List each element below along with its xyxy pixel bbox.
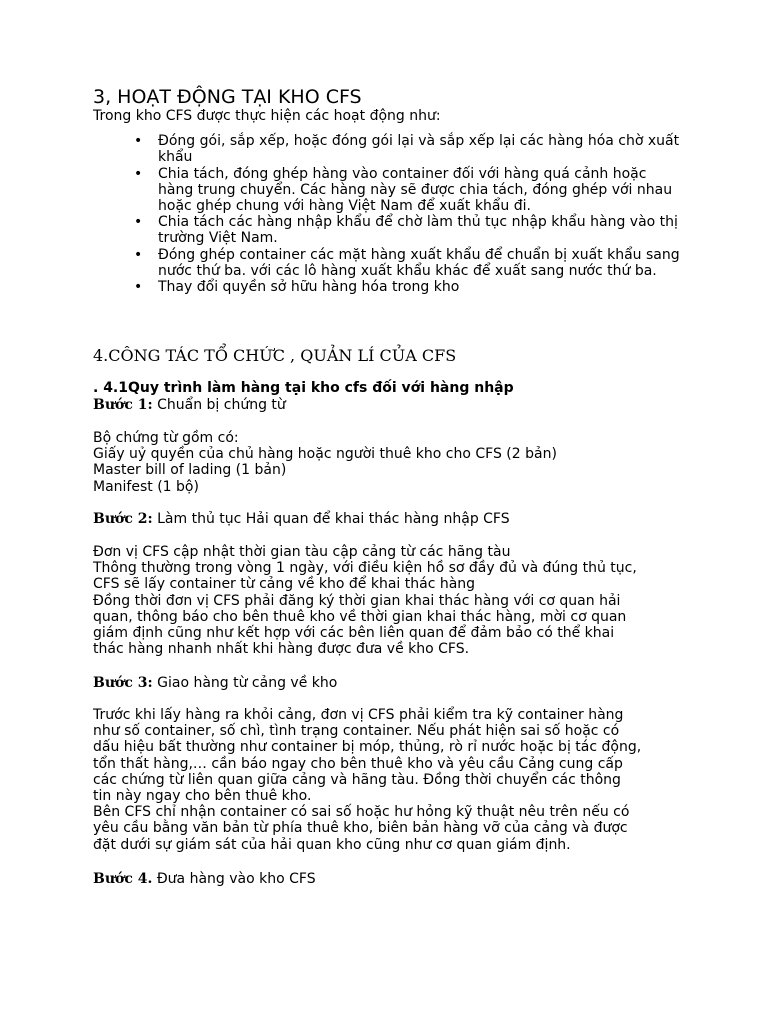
step-title: Chuẩn bị chứng từ — [152, 397, 286, 413]
list-item: • Đóng ghép container các mặt hàng xuất khẩu để chuẩn bị xuất khẩu sang nước thứ ba. với các lô hàng xuất khẩu khác để xuất sang nước thứ ba. — [134, 246, 680, 279]
text-line: Đồng thời đơn vị CFS phải đăng ký thời gian khai thác hàng với cơ quan hải — [93, 592, 621, 609]
text-line: dấu hiệu bất thường như container bị móp, thủng, rò rỉ nước hoặc bị tác động, — [93, 739, 642, 756]
step-4 — [93, 871, 316, 887]
text-line: Thông thường trong vòng 1 ngày, với điều kiện hồ sơ đầy đủ và đúng thủ tục, — [93, 560, 637, 577]
text-line: các chứng từ liên quan giữa cảng và hãng tàu. Đồng thời chuyển các thông — [93, 771, 621, 788]
section-3-title: 3, HOẠT ĐỘNG TẠI KHO CFS — [93, 86, 362, 108]
text-line: Manifest (1 bộ) — [93, 478, 199, 495]
step-3 — [93, 675, 337, 691]
step-label: Bước 4. — [93, 871, 153, 887]
section-4-title: 4.CÔNG TÁC TỔ CHỨC , QUẢN LÍ CỦA CFS — [93, 346, 457, 365]
text-line: Trước khi lấy hàng ra khỏi cảng, đơn vị CFS phải kiểm tra kỹ container hàng — [93, 707, 624, 723]
text-line: Đơn vị CFS cập nhật thời gian tàu cập cảng từ các hãng tàu — [93, 544, 511, 560]
step-2 — [93, 511, 510, 527]
text-line: tổn thất hàng,… cần báo ngay cho bên thuê kho và yêu cầu Cảng cung cấp — [93, 755, 623, 772]
text-line: tin này ngay cho bên thuê kho. — [93, 788, 312, 805]
step-label: Bước 2: — [93, 511, 153, 527]
section-3-intro: Trong kho CFS được thực hiện các hoạt động như: — [93, 108, 441, 124]
bullet-icon: • — [134, 133, 143, 150]
step-title: Giao hàng từ cảng về kho — [152, 675, 338, 691]
text-line: như số container, số chì, tình trạng container. Nếu phát hiện sai số hoặc có — [93, 723, 620, 740]
document-page — [93, 86, 683, 887]
bullet-icon: • — [134, 165, 143, 182]
text-line: Bên CFS chỉ nhận container có sai số hoặc hư hỏng kỹ thuật nêu trên nếu có — [93, 804, 630, 821]
step-label: Bước 3: — [93, 675, 153, 691]
bullet-icon: • — [134, 246, 143, 263]
step-label: Bước 1: — [93, 397, 153, 413]
bullet-icon: • — [134, 279, 143, 296]
text-line: yêu cầu bằng văn bản từ phía thuê kho, biên bản hàng vỡ của cảng và được — [93, 820, 628, 837]
list-item: • Thay đổi quyền sở hữu hàng hóa trong kho — [134, 279, 460, 296]
list-item: • Chia tách các hàng nhập khẩu để chờ làm thủ tục nhập khẩu hàng vào thị trường Việt Nam. — [134, 214, 678, 247]
text-line: giám định cũng như kết hợp với các bên liên quan để đảm bảo có thể khai — [93, 625, 615, 642]
step-title: Đưa hàng vào kho CFS — [152, 871, 316, 887]
list-item: • Chia tách, đóng ghép hàng vào container đối với hàng quá cảnh hoặc hàng trung chuyển. Các hàng này sẽ được chia tách, đóng ghép với nhau hoặc ghép chung với hàng Việt Nam để xuất khẩu đi. — [134, 165, 673, 215]
step-1 — [93, 397, 286, 413]
step-3-details — [93, 707, 641, 853]
activities-list — [93, 133, 683, 295]
text-line: đặt dưới sự giám sát của hải quan kho cũng như cơ quan giám định. — [93, 836, 571, 853]
text-line: Master bill of lading (1 bản) — [93, 462, 287, 479]
step-2-details — [93, 544, 637, 657]
step-title: Làm thủ tục Hải quan để khai thác hàng nhập CFS — [152, 511, 510, 527]
text-line: thác hàng nhanh nhất khi hàng được đưa về kho CFS. — [93, 641, 470, 658]
bullet-icon: • — [134, 214, 143, 231]
section-4-1-subtitle: . 4.1Quy trình làm hàng tại kho cfs đối với hàng nhập — [93, 380, 514, 396]
text-line: Bộ chứng từ gồm có: — [93, 430, 239, 446]
text-line: quan, thông báo cho bên thuê kho về thời gian khai thác hàng, mời cơ quan — [93, 608, 627, 625]
text-line: Giấy uỷ quyền của chủ hàng hoặc người thuê kho cho CFS (2 bản) — [93, 446, 557, 463]
step-1-documents — [93, 430, 557, 495]
text-line: CFS sẽ lấy container từ cảng về kho để khai thác hàng — [93, 576, 476, 593]
list-item: • Đóng gói, sắp xếp, hoặc đóng gói lại và sắp xếp lại các hàng hóa chờ xuất khẩu — [134, 133, 680, 166]
